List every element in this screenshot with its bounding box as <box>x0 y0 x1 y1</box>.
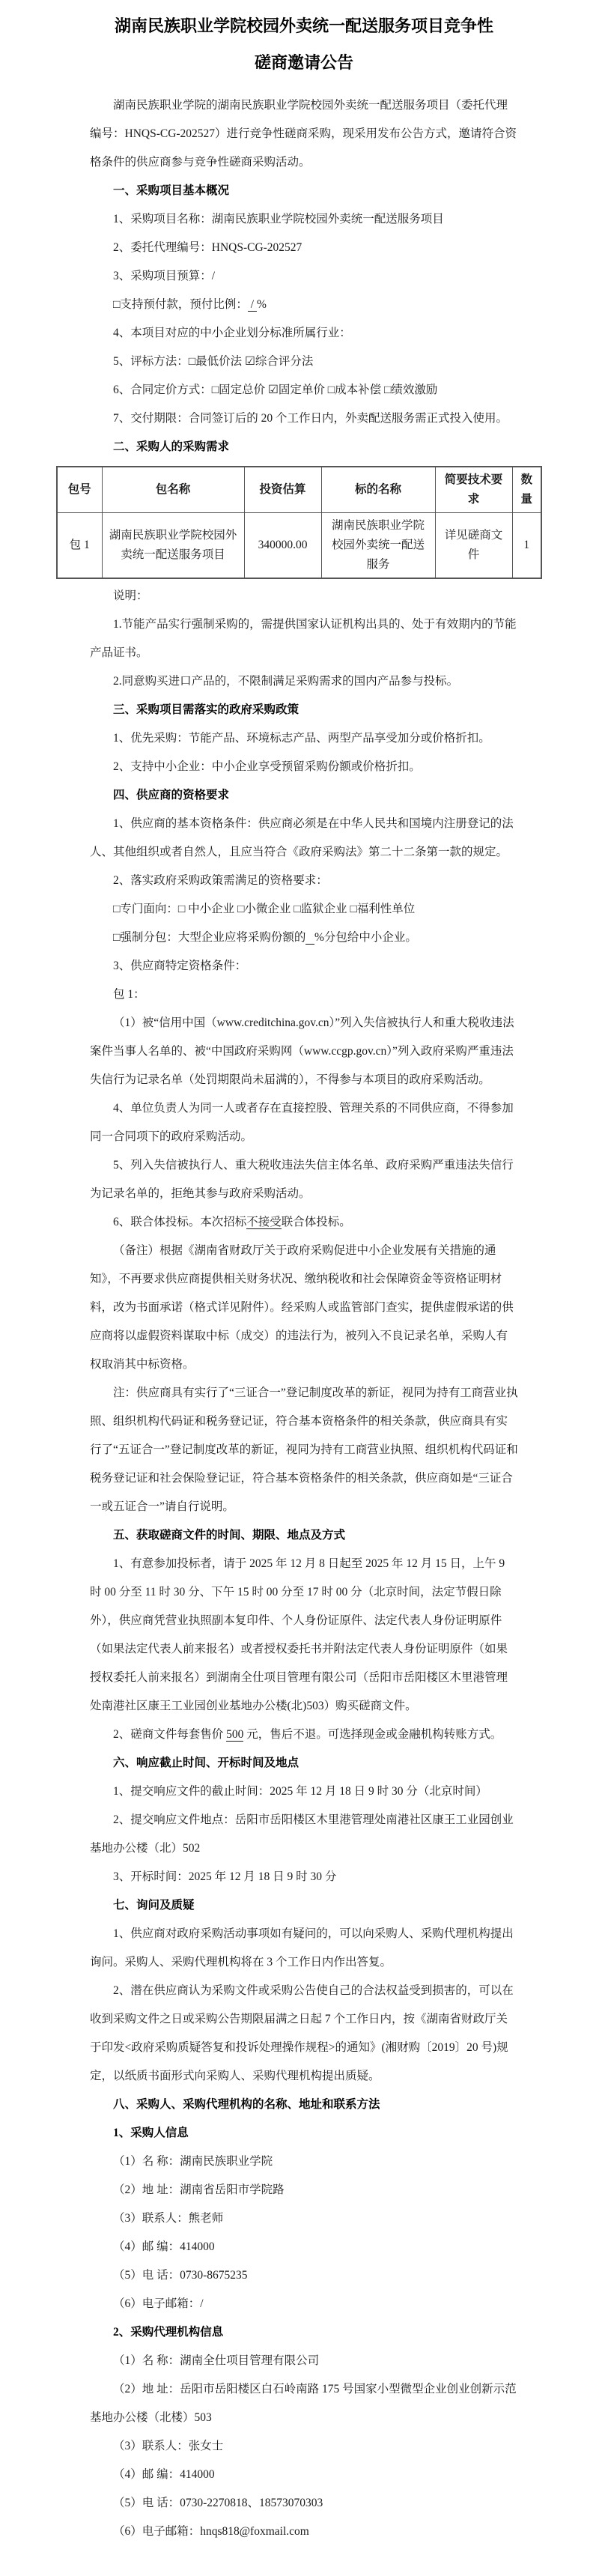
cell-package-name: 湖南民族职业学院校园外卖统一配送服务项目 <box>102 513 244 579</box>
agent-email: （6）电子邮箱：hnqs818@foxmail.com <box>113 2525 309 2538</box>
col-header-tech-requirements: 简要技术要求 <box>435 467 512 513</box>
paragraph-checkbox-targets: □专门面向：□ 中小企业 □小微企业 □监狱企业 □福利性单位 <box>113 903 416 915</box>
paragraph-doc-price <box>90 1721 518 1749</box>
paragraph: 1、有意参加投标者，请于 2025 年 12 月 8 日起至 2025 年 12 月 15 日，上午 9 时 00 分至 11 时 30 分、下午 15 时 00 分至 17 时 00 分（北京时间，法定节假日除外），供应商凭营业执照副本复印件、个人身份证原件、法定代表人身份证明原件（如果法定代表人前来报名）或者授权委托书并附法定代表人身份证明原件（如果授权委托人前来报名）到湖南全仕项目管理有限公司（岳阳市岳阳楼区木里港管理处南港社区康王工业园创业基地办公楼(北)503）购买磋商文件。 <box>90 1557 508 1712</box>
buyer-info-heading: 1、采购人信息 <box>113 2127 189 2139</box>
col-header-package-no: 包号 <box>57 467 102 513</box>
note-paragraph: 2.同意购买进口产品的，不限制满足采购需求的国内产品参与投标。 <box>113 675 459 688</box>
subcontract-text: □强制分包：大型企业应将采购份额的 <box>113 931 306 944</box>
paragraph: 2、委托代理编号：HNQS-CG-202527 <box>113 241 302 254</box>
paragraph: 1、提交响应文件的截止时间：2025 年 12 月 18 日 9 时 30 分（北京时间） <box>113 1785 487 1798</box>
paragraph-pricing-method: 6、合同定价方式：□固定总价 ☑固定单价 □成本补偿 □绩效激励 <box>113 384 438 396</box>
table-header-row <box>57 467 541 513</box>
paragraph: 1、供应商对政府采购活动事项如有疑问的，可以向采购人、采购代理机构提出询问。采购人、采购代理机构将在 3 个工作日内作出答复。 <box>90 1927 514 1969</box>
section-heading-4: 四、供应商的资格要求 <box>113 789 230 801</box>
section-heading-2: 二、采购人的采购需求 <box>113 440 230 453</box>
agent-postcode: （4）邮 编：414000 <box>113 2468 215 2481</box>
paragraph: 4、单位负责人为同一人或者存在直接控股、管理关系的不同供应商，不得参加同一合同项下的政府采购活动。 <box>90 1102 514 1143</box>
buyer-address: （2）地 址：湖南省岳阳市学院路 <box>113 2183 285 2196</box>
agent-phone: （5）电 话：0730-2270818、18573070303 <box>113 2497 323 2509</box>
doc-price-underline: 500 <box>226 1728 244 1741</box>
buyer-contact: （3）联系人：熊老师 <box>113 2212 224 2225</box>
paragraph: 2、潜在供应商认为采购文件或采购公告使自己的合法权益受到损害的，可以在收到采购文件之日或采购公告期限届满之日起 7 个工作日内，按《湖南省财政厅关于印发<政府采购质疑答复和投诉处理操作规程>的通知》(湘财购〔2019〕20 号)规定，以纸质书面形式向采购人、采购代理机构提出质疑。 <box>90 1984 514 2082</box>
buyer-phone: （5）电 话：0730-8675235 <box>113 2269 248 2282</box>
paragraph: 3、开标时间：2025 年 12 月 18 日 9 时 30 分 <box>113 1870 337 1883</box>
section-heading-1: 一、采购项目基本概况 <box>113 184 230 197</box>
paragraph: 5、列入失信被执行人、重大税收违法失信主体名单、政府采购严重违法失信行为记录名单的，拒绝其参与政府采购活动。 <box>90 1159 514 1200</box>
agent-info-heading: 2、采购代理机构信息 <box>113 2326 224 2339</box>
doc-price-text-tail: 元，售后不退。可选择现金或金融机构转账方式。 <box>243 1728 502 1741</box>
subcontract-blank-underline <box>305 931 314 945</box>
cell-tech-requirements: 详见磋商文件 <box>435 513 512 579</box>
section-heading-3: 三、采购项目需落实的政府采购政策 <box>113 703 300 716</box>
cell-quantity: 1 <box>512 513 541 579</box>
subcontract-text-tail: %分包给中小企业。 <box>314 931 417 944</box>
agent-contact: （3）联系人：张女士 <box>113 2440 224 2452</box>
doc-price-text: 2、磋商文件每套售价 <box>113 1728 227 1741</box>
cell-investment: 340000.00 <box>244 513 321 579</box>
agent-address: （2）地 址：岳阳市岳阳楼区白石岭南路 175 号国家小型微型企业创业创新示范基地办公楼（北楼）503 <box>90 2383 517 2424</box>
page-title-line2: 磋商邀请公告 <box>254 53 353 72</box>
paragraph: 3、供应商特定资格条件： <box>113 960 247 972</box>
paragraph-eval-method: 5、评标方法：□最低价法 ☑综合评分法 <box>113 355 314 368</box>
section-heading-7: 七、询问及质疑 <box>113 1899 195 1912</box>
consortium-text: 6、联合体投标。本次招标 <box>113 1216 247 1228</box>
paragraph: 1、供应商的基本资格条件：供应商必须是在中华人民共和国境内注册登记的法人、其他组织或者自然人，且应当符合《政府采购法》第二十二条第一款的规定。 <box>90 817 514 858</box>
section-heading-8: 八、采购人、采购代理机构的名称、地址和联系方法 <box>113 2098 380 2111</box>
page-title-line1: 湖南民族职业学院校园外卖统一配送服务项目竞争性 <box>114 16 493 35</box>
paragraph: （1）被“信用中国（www.creditchina.gov.cn）”列入失信被执行人和重大税收违法案件当事人名单的、被“中国政府采购网（www.ccgp.gov.cn）”列入政府采购严重违法失信行为记录名单（处罚期限尚未届满的），不得参与本项目的政府采购活动。 <box>90 1016 514 1086</box>
note-paragraph: 1.节能产品实行强制采购的，需提供国家认证机构出具的、处于有效期内的节能产品证书。 <box>90 618 517 659</box>
paragraph: 2、支持中小企业：中小企业享受预留采购份额或价格折扣。 <box>113 760 421 773</box>
section-heading-5: 五、获取磋商文件的时间、期限、地点及方式 <box>113 1529 346 1542</box>
paragraph-consortium <box>90 1208 518 1237</box>
col-header-subject-name: 标的名称 <box>321 467 435 513</box>
percent-sign: % <box>256 298 267 311</box>
cell-subject-name: 湖南民族职业学院校园外卖统一配送服务 <box>321 513 435 579</box>
paragraph: 1、采购项目名称：湖南民族职业学院校园外卖统一配送服务项目 <box>113 213 444 225</box>
paragraph-remark: （备注）根据《湖南省财政厅关于政府采购促进中小企业发展有关措施的通知》，不再要求供应商提供相关财务状况、缴纳税收和社会保障资金等资格证明材料，改为书面承诺（格式详见附件）。经采购人或监管部门查实，提供虚假承诺的供应商将以虚假资料谋取中标（成交）的违法行为，被列入不良记录名单，采购人有权取消其中标资格。 <box>90 1244 514 1371</box>
paragraph: 3、采购项目预算：/ <box>113 270 216 282</box>
paragraph: 4、本项目对应的中小企业划分标准所属行业： <box>113 327 351 339</box>
section-heading-6: 六、响应截止时间、开标时间及地点 <box>113 1757 300 1769</box>
paragraph: 2、提交响应文件地点：岳阳市岳阳楼区木里港管理处南港社区康王工业园创业基地办公楼（北）502 <box>90 1813 514 1855</box>
procurement-table <box>56 466 542 579</box>
col-header-investment: 投资估算 <box>244 467 321 513</box>
buyer-postcode: （4）邮 编：414000 <box>113 2240 215 2253</box>
buyer-email: （6）电子邮箱：/ <box>113 2297 204 2310</box>
not-accepted-underline: 不接受 <box>246 1216 282 1228</box>
col-header-quantity: 数量 <box>512 467 541 513</box>
paragraph: 2、落实政府采购政策需满足的资格要求： <box>113 874 328 887</box>
paragraph: 7、交付期限：合同签订后的 20 个工作日内，外卖配送服务需正式投入使用。 <box>113 412 508 425</box>
paragraph-note-certificates: 注：供应商具有实行了“三证合一”登记制度改革的新证，视同为持有工商营业执照、组织机构代码证和税务登记证，符合基本资格条件的相关条款，供应商具有实行了“五证合一”登记制度改革的新证，视同为持有工商营业执照、组织机构代码证和税务登记证和社会保险登记证，符合基本资格条件的相关条款，供应商如是“三证合一或五证合一”请自行说明。 <box>90 1387 518 1513</box>
buyer-name: （1）名 称：湖南民族职业学院 <box>113 2155 273 2168</box>
prepay-blank-underline: / <box>247 298 257 311</box>
col-header-package-name: 包名称 <box>102 467 244 513</box>
prepay-text: □支持预付款，预付比例： <box>113 298 248 311</box>
paragraph-subcontract <box>90 924 518 952</box>
paragraph: 1、优先采购：节能产品、环境标志产品、两型产品享受加分或价格折扣。 <box>113 732 490 745</box>
agent-name: （1）名 称：湖南全仕项目管理有限公司 <box>113 2354 320 2367</box>
intro-paragraph: 湖南民族职业学院的湖南民族职业学院校园外卖统一配送服务项目（委托代理编号：HNQS-CG-202527）进行竞争性磋商采购，现采用发布公告方式，邀请符合资格条件的供应商参与竞争性磋商采购活动。 <box>90 99 517 169</box>
table-row <box>57 513 541 579</box>
consortium-text-tail: 联合体投标。 <box>281 1216 351 1228</box>
page-title <box>90 7 518 81</box>
cell-package-no: 包 1 <box>57 513 102 579</box>
paragraph-prepay <box>90 291 518 319</box>
note-label: 说明： <box>113 590 148 602</box>
paragraph: 包 1： <box>113 988 145 1001</box>
